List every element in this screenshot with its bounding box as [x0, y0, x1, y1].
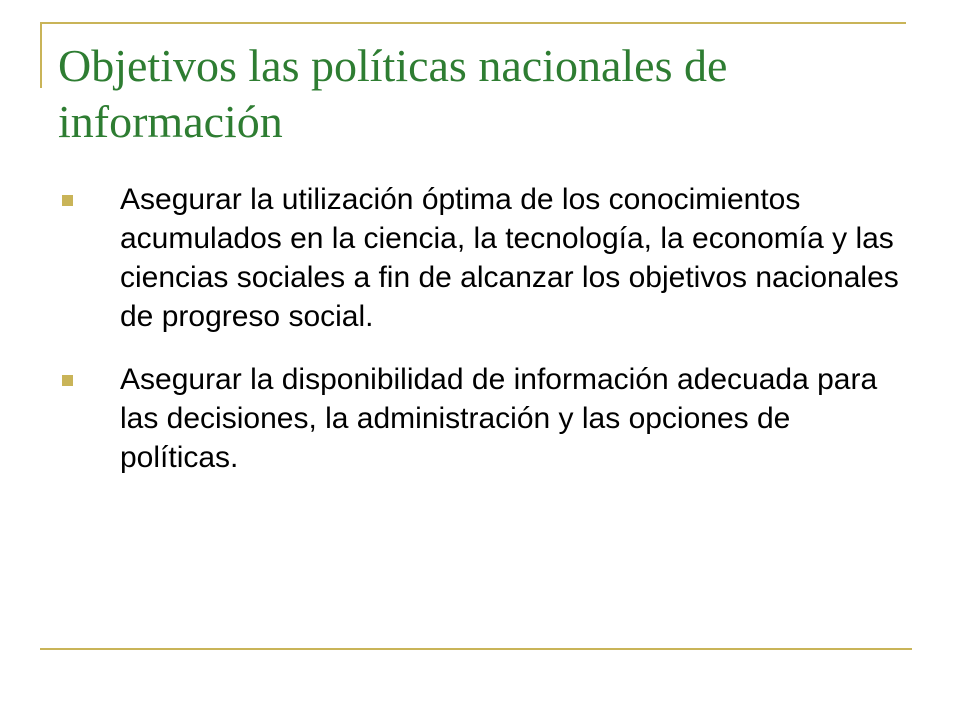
bullet-text: Asegurar la disponibilidad de información adecuada para las decisiones, la administración y las opciones de políticas.	[120, 363, 878, 474]
bullet-list	[58, 180, 908, 501]
square-bullet-icon	[62, 375, 73, 386]
left-rule	[40, 22, 42, 88]
bottom-rule	[40, 648, 912, 650]
top-rule	[40, 22, 906, 24]
slide-title: Objetivos las políticas nacionales de información	[58, 40, 728, 147]
bullet-text: Asegurar la utilización óptima de los conocimientos acumulados en la ciencia, la tecnología, la economía y las ciencias sociales a fin de alcanzar los objetivos nacionales de progreso social.	[120, 183, 899, 333]
bullet-item	[58, 180, 908, 336]
square-bullet-icon	[62, 195, 73, 206]
bullet-item	[58, 360, 908, 477]
